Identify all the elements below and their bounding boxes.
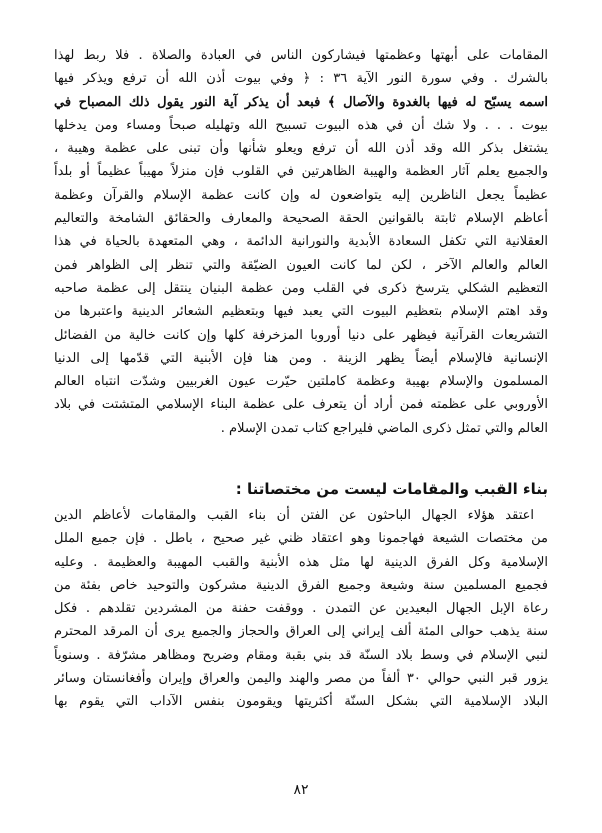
paragraph-2: [54, 504, 548, 714]
paragraph-1: [54, 44, 548, 440]
text-line: البلاد الإسلامية التي بشكل السنّة أكثريتها ويقومون بنفس الآداب التي يقوم بها: [54, 694, 548, 710]
text-line: وقد اهتم الإسلام بتعظيم البيوت التي يعبد فيها وبتعظيم الشعائر الدينية واعتبرها من: [54, 304, 548, 320]
text-line: المقامات على أبهتها وعظمتها فيشاركون الناس في العبادة والصلاة . فلا ربط لهذا: [54, 48, 548, 63]
text-line: أعاظم الإسلام ثابتة بالقوانين الحقة الصحيحة والمعارف والحقائق الشامخة والتعاليم: [54, 211, 548, 227]
text-line: العالم والتي تمثل ذكرى الماضي فليراجع كتاب تمدن الإسلام .: [220, 420, 548, 436]
text-line: العقلانية التي تكفل السعادة الأبدية والنورانية الدائمة ، وهي المتعهدة بالحياة في هذا: [54, 234, 548, 250]
text-line: الأوروبي على عظمته فمن أراد أن يتعرف على عظمة البناء الإسلامي المتشتت في بلاد: [54, 397, 548, 413]
text-line: اسمه يسبّح له فيها بالغدوة والآصال ﴾ فبعد أن يذكر آية النور يقول ذلك المصباح في: [54, 94, 548, 110]
text-line: رعاة الإبل الجهال البعيدين عن التمدن . ووقفت حفنة من المشردين تقلدهم . فكل: [54, 601, 548, 617]
text-line: بيوت . . . ولا شك أن في هذه البيوت تسبيح الله وتهليله صبحاً ومساء ومن يدخلها: [54, 117, 548, 133]
text-line: العالم والعالم الآخر ، لكن لما كانت العيون الضيّقة والتي تنظر إلى الظواهر فمن: [54, 257, 548, 273]
text-line: الإسلامية وكل الفرق الدينية لها مثل هذه الأبنية والقبب المهيبة والعظيمة . وعليه: [54, 554, 548, 570]
text-line: والجميع يعلم آثار العظمة والهيبة الظاهرتين في القلوب فإن منزلاً مهيباً عظيماً أو بلداً: [54, 164, 548, 180]
text-line: اعتقد هؤلاء الجهال الباحثون عن الفتن أن بناء القبب والمقامات لأعاظم الدين: [54, 508, 534, 523]
page-number: ٨٢: [293, 782, 309, 798]
text-line: بالشرك . وفي سورة النور الآية ٣٦ : ﴿ وفي بيوت أذن الله أن ترفع ويذكر فيها: [54, 71, 548, 87]
text-line: التشريعات القرآنية فيظهر على دنيا أوروبا المزخرفة كلها وإن كانت خالية من الفضائل: [54, 327, 548, 343]
text-line: يزور قبر النبي حوالي ٣٠ ألفاً من مصر والهند واليمن والعراق وإيران وأفغانستان وسائر: [54, 671, 548, 687]
text-line: يشتغل بذكر الله وقد أذن الله أن ترفع ويعلو شأنها وأن تبنى على عظمة وهيبة ،: [54, 141, 548, 157]
text-line: المسلمون والإسلام بهيبة وعظمة كاملتين حيّرت عيون الغربيين وشدّت انتباه العالم: [54, 374, 548, 390]
text-line: الإنسانية فالإسلام أيضاً يظهر الزينة . ومن هنا فإن الأبنية التي قدّمها إلى الدنيا: [54, 350, 548, 366]
section-heading: بناء القبب والمقامات ليست من مختصاتنا :: [235, 480, 548, 498]
text-line: لنبي الإسلام في وسط بلاد السنّة قد بني بقبة ومقام وضريح ومظاهر مشرّفة . وسنوياً: [54, 647, 548, 663]
text-line: التعظيم الشكلي يترسخ ذكرى في القلب ومن عظمة البنيان ينتقل إلى عظمة صاحبه: [54, 280, 548, 296]
text-line: سنة يذهب حوالى المئة ألف إيراني إلى العراق والحجاز والجميع يرى أن المرقد المحترم: [54, 624, 548, 640]
text-line: عظيماً يجعل الناظرين إليه يتواضعون له وإن كانت عظمة الإسلام والقرآن وعظمة: [54, 187, 548, 203]
text-line: فجميع المسلمين سنة وشيعة وجميع الفرق الدينية مشركون والتوحيد خاص بفئة من: [54, 577, 548, 593]
text-line: من مختصات الشيعة فهاجمونا وهو اعتقاد ظني غير صحيح ، باطل . فإن جميع الملل: [54, 531, 548, 547]
